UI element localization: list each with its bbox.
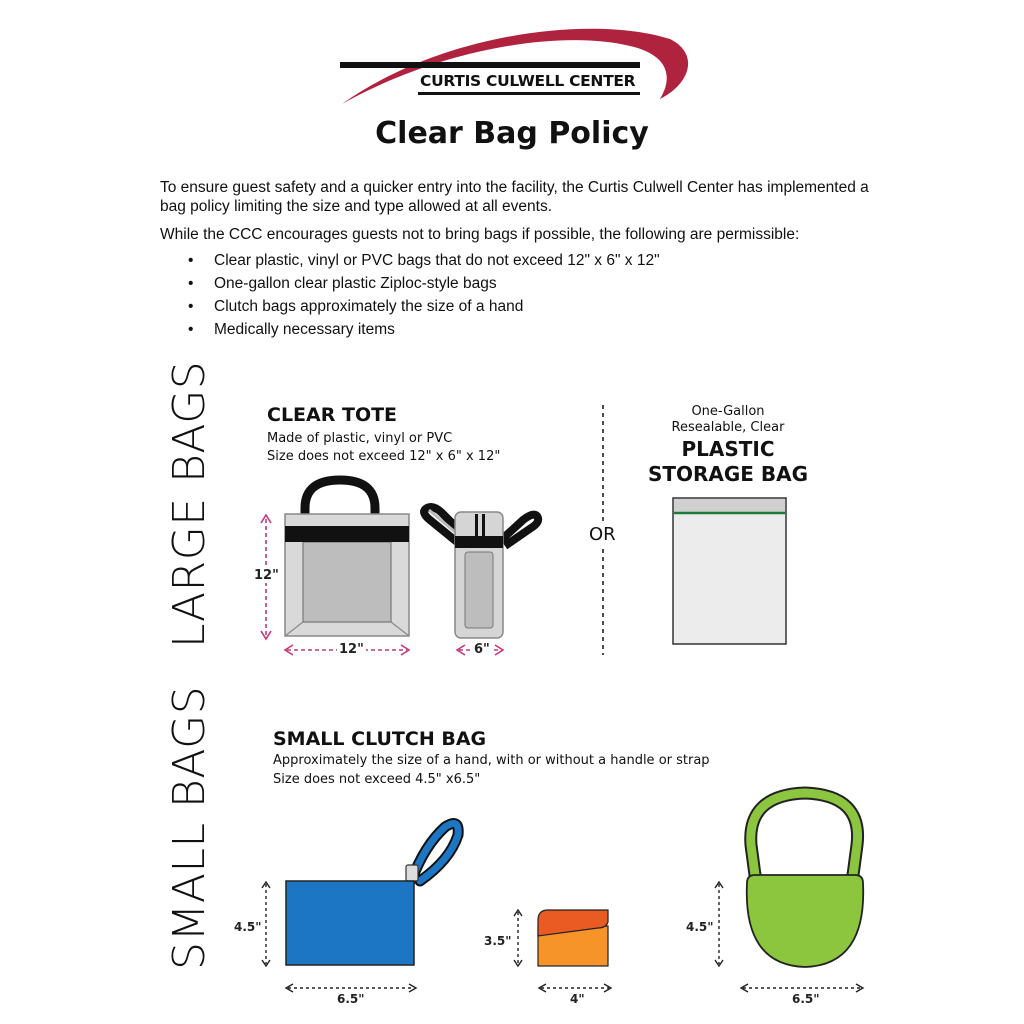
tote-height-label: 12" — [254, 568, 279, 583]
storage-bag-title-2: STORAGE BAG — [647, 462, 809, 486]
logo — [330, 14, 700, 109]
green-width-label: 6.5" — [792, 992, 820, 1006]
green-bag-icon — [735, 785, 875, 975]
logo-text: CURTIS CULWELL CENTER — [420, 72, 636, 90]
orange-width-label: 4" — [570, 992, 585, 1006]
storage-bag-icon — [672, 497, 788, 647]
clear-tote-desc-2: Size does not exceed 12" x 6" x 12" — [267, 449, 501, 464]
clear-tote-front-icon — [255, 470, 425, 660]
intro-paragraph: To ensure guest safety and a quicker entry into the facility, the Curtis Culwell Center has implemented a bag policy limiting the size and type allowed at all events. — [160, 179, 869, 215]
storage-bag-title-1: PLASTIC — [681, 437, 775, 461]
permissible-list — [188, 252, 660, 344]
clear-tote-side-icon — [415, 500, 545, 645]
orange-height-label: 3.5" — [484, 934, 512, 948]
green-height-label: 4.5" — [686, 920, 714, 934]
page-title: Clear Bag Policy — [375, 116, 649, 151]
permissible-paragraph: While the CCC encourages guests not to bring bags if possible, the following are permissible: — [160, 226, 800, 243]
orange-clutch-icon — [534, 906, 614, 970]
list-item: • Medically necessary items — [188, 321, 660, 344]
list-item: • Clear plastic, vinyl or PVC bags that do not exceed 12" x 6" x 12" — [188, 252, 660, 275]
clutch-desc-1: Approximately the size of a hand, with or without a handle or strap — [273, 753, 710, 768]
clear-tote-desc-1: Made of plastic, vinyl or PVC — [267, 431, 453, 446]
clear-tote-title: CLEAR TOTE — [267, 404, 398, 426]
blue-width-label: 6.5" — [337, 992, 365, 1006]
large-bags-label: LARGE BAGS — [164, 360, 215, 648]
list-item: • One-gallon clear plastic Ziploc-style bags — [188, 275, 660, 298]
logo-underline — [330, 14, 700, 109]
clutch-desc-2: Size does not exceed 4.5" x6.5" — [273, 772, 481, 787]
blue-clutch-icon — [280, 815, 470, 970]
storage-bag-line1: One-Gallon — [691, 404, 765, 419]
blue-height-label: 4.5" — [234, 920, 262, 934]
tote-width-label: 12" — [339, 642, 364, 657]
list-item: • Clutch bags approximately the size of a hand — [188, 298, 660, 321]
or-label: OR — [589, 524, 616, 545]
small-bags-label: SMALL BAGS — [164, 685, 215, 970]
storage-bag-line2: Resealable, Clear — [671, 420, 785, 435]
height-arrow-icon — [510, 908, 526, 968]
tote-depth-label: 6" — [474, 642, 490, 657]
clutch-title: SMALL CLUTCH BAG — [273, 728, 487, 750]
